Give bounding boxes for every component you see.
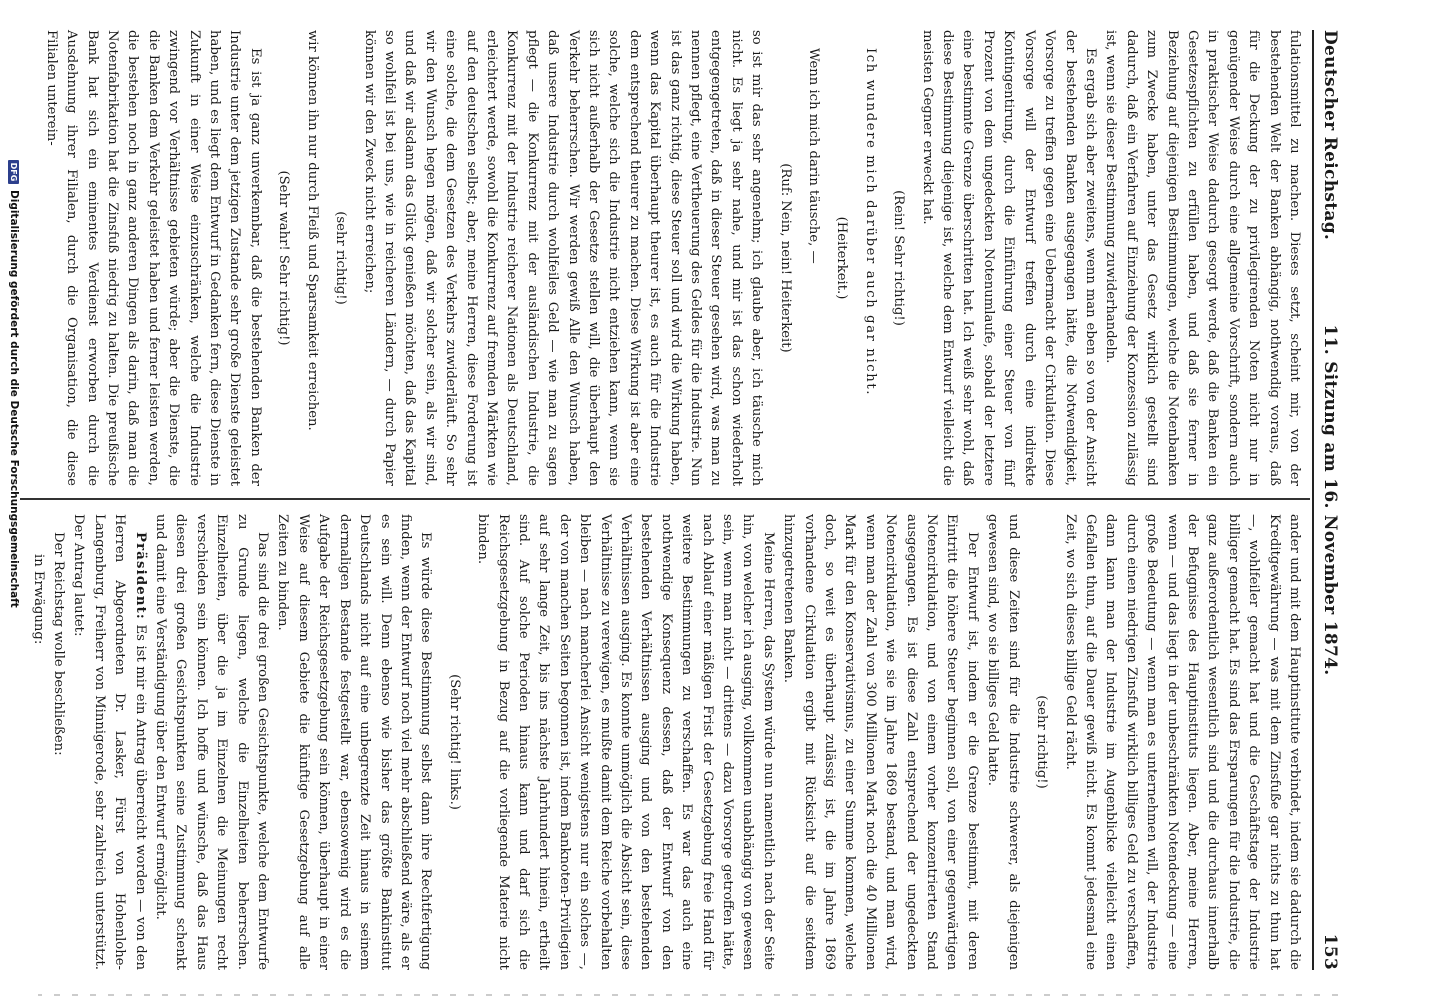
interjection: (Ruf: Nein, nein! Heiterkeit) <box>777 163 793 353</box>
header-rule <box>1312 30 1314 970</box>
paragraph: Ich wundere mich darüber auch gar nicht. <box>862 48 878 397</box>
credit-text: Digitalisierung gefördert durch die Deutsche Forschungsgemeinschaft <box>8 190 20 608</box>
column-divider <box>20 498 1310 500</box>
digitization-credit <box>6 160 20 940</box>
paragraph: Der Reichstag wolle beschließen: <box>51 532 67 756</box>
paragraph: wir können ihn nur durch Fleiß und Sparsamkeit erreichen. <box>304 30 320 431</box>
left-column <box>40 30 1304 486</box>
interjection: (sehr richtig!) <box>1034 695 1050 789</box>
paragraph: ander und mit dem Hauptinstitute verbindet, indem sie dadurch die Kreditgewährung — was mit dem Zinsfuße gar nichts zu thun hat —, wohlfeiler gemacht hat und die Geschäftstage der Industrie billiger gemacht hat. Es sind das Ersparungen für die Industrie, die ganz außerordentlich wesentlich sind und die durchaus innerhalb der Befugnisse des Hauptinstituts liegen. Aber, meine Herren, wenn — und das liegt in der unbeschränkten Notendeckung — eine große Bedeutung — wenn man es unternehmen will, der Industrie durch einen niedrigen Zinsfuß wirklich billiges Geld zu verschaffen, dann kann man der Industrie im Augenblicke vielleicht einen Gefallen thun, auf die Dauer gewiß nicht. Es kommt jedesmal eine Zeit, wo sich dieses billige Geld rächt. <box>1062 514 1302 970</box>
scan-edge-noise <box>38 994 1338 996</box>
paragraph: Das sind die drei großen Gesichtspunkte, welche dem Entwurfe zu Grunde liegen, welche die Einzelheiten beherrschen. Einzelheiten, über die ja im Einzelnen die Meinungen recht verschieden sein können. Ich hoffe und wünsche, daß das Haus diesen drei großen Gesichtspunkten seine Zustimmung schenkt und damit eine Verständigung über den Entwurf ermöglicht. <box>153 514 271 970</box>
speaker-text: Es ist mir ein Antrag überreicht worden — von den Herren Abgeordneten Dr. Lasker, Fürst von Hohenlohe-Langenburg, Freiherr von Minnigerode, sehr zahlreich unterstützt. Der Antrag lautet: <box>71 514 148 970</box>
paragraph: Es würde diese Bestimmung selbst dann ihre Rechtfertigung finden, wenn der Entwurf noch viel mehr abschließend wäre, als er es sein will. Denn ebenso wie bisher das größte Bankinstitut Deutschlands nicht auf eine unbegrenzte Zeit hinaus in seinem dermaligen Bestande festgestellt war, ebensowenig wird es die Aufgabe der Reichsgesetzgebung sein können, überhaupt in einer Weise auf diesem Gebiete die künftige Gesetzgebung auf alle Zeiten zu binden. <box>275 514 434 970</box>
interjection: (Sehr richtig! links.) <box>446 674 462 810</box>
page-header <box>1318 30 1340 970</box>
header-session: 11. Sitzung am 16. November 1874. <box>1320 324 1340 676</box>
paragraph: Wenn ich mich darin täusche, — <box>806 48 822 264</box>
paragraph: Es ist ja ganz unverkennbar, daß die bestehenden Banken der Industrie unter dem jetzigen Zustande sehr große Dienste geleistet haben, und es liegt dem Entwurf in Gedanken fern, diese Dienste in Zukunft in einer Weise einzuschränken, welche die Industrie zwingend vor Verhältnisse gebieten würde; aber die Dienste, die die Banken dem Verkehr geleistet haben und ferner leisten werden, die bestehen noch in ganz anderen Dingen als darin, daß man die Notenfabrikation hat die Zinsfuß niedrig zu halten. Die preußische Bank hat sich ein eminentes Verdienst erworben durch die Ausdehnung ihrer Filialen, durch die Organisation, die diese Filialen unterein- <box>43 30 263 486</box>
right-column <box>27 514 1304 970</box>
speaker-label: Präsident: <box>132 532 148 621</box>
paragraph: Der Entwurf ist, indem er die Grenze bestimmt, mit deren Eintritt die höhere Steuer beginnen soll, von einer gegenwärtigen Notencirkulation, und von einem vorher konzentrierten Stand ausgegangen. Es ist diese Zahl entsprechend der ungedeckten Notencirkulation, wie sie im Jahre 1869 bestand, und man wird, wenn man der Zahl von 300 Millionen Mark noch die 40 Millionen Mark für den Konservativismus, zu einer Summe kommen, welche doch, so weit es überhaupt zulässig ist, die im Jahre 1869 vorhandene Cirkulation ergibt mit Rücksicht auf die seitdem hinzugetretenen Banken. <box>781 514 980 970</box>
paragraph: so ist mir das sehr angenehm; ich glaube aber, ich täusche mich nicht. Es liegt ja sehr nahe, und mir ist das schon wiederholt entgegengetreten, daß in dieser Steuer gesehen wird, was man zu nennen pflegt, eine Vertheuerung des Geldes für die Industrie. Nun ist das ganz richtig, diese Steuer soll und wird die Wirkung haben, wenn das Kapital überhaupt theurer ist, es auch für die Industrie dem entsprechend theurer zu machen. Diese Wirkung ist aber eine solche, welche sich die Industrie nicht entziehen kann, wenn sie sich nicht außerhalb der Gesetze stellen will, die überhaupt den Verkehr beherrschen. Wir werden gewiß Alle den Wunsch haben, daß unsere Industrie durch wohlfeiles Geld — wie man zu sagen pflegt — die Konkurrenz mit der ausländischen Industrie, die Konkurrenz mit der Industrie reicherer Nationen als Deutschland, erleichtert werde, sowohl die Konkurrenz auf fremden Märkten wie auf den deutschen selbst; aber, meine Herren, diese Forderung ist eine solche, die dem Gesetzen des Verkehrs zuwiderläuft. So sehr wir den Wunsch hegen mögen, daß wir solcher sein, als wir sind, und daß wir alsdann das Glück genießen möchten, daß das Kapital so wohlfeil ist bei uns, wie in reicheren Ländern, — durch Papier können wir den Zweck nicht erreichen; <box>361 30 765 486</box>
paragraph: und diese Zeiten sind für die Industrie schwerer, als diejenigen gewesen sind, wo sie billiges Geld hatte. <box>985 514 1021 970</box>
paragraph: Es ergab sich aber zweitens, wenn man eben so von der Ansicht der bestehenden Banken ausgegangen hätte, die Notwendigkeit, Vorsorge zu treffen gegen eine Uebermacht der Cirkulation. Diese Vorsorge will der Entwurf treffen durch eine indirekte Kontingentirung, durch die Einführung einer Steuer von fünf Prozent von dem ungedeckten Notenumlaufe, sobald der letztere eine bestimmte Grenze überschritten hat. Ich weiß sehr wohl, daß diese Bestimmung diejenige ist, welche dem Entwurf vielleicht die meisten Gegner erweckt hat. <box>919 30 1098 486</box>
paragraph: in Erwägung: <box>30 554 46 645</box>
interjection: (Rein! Sehr richtig!) <box>891 190 907 326</box>
dfg-logo: DFG <box>9 160 20 184</box>
paragraph: Meine Herren, das System würde nun namentlich nach der Seite hin, von welcher ich ausging, vollkommen unabhängig von gewesen sein, wenn man nicht — drittens — dazu Vorsorge getroffen hätte, nach Ablauf einer mäßigen Frist der Gesetzgebung freie Hand für weitere Bestimmungen zu verschaffen. Es war das auch eine nothwendige Konsequenz dessen, daß der Entwurf von den bestehenden Verhältnissen ausging und von den bestehenden Verhältnissen ausging. Es konnte unmöglich die Absicht sein, diese Verhältnisse zu verewigen, es mußte damit dem Reiche vorbehalten bleiben — nach mancherlei Ansicht wenigstens nur ein solches —, der von manchen Seiten begonnen ist, indem Banknoten-Privilegien auf sehr lange Zeit, bis ins nächste Jahrhundert hinein, ertheilt sind. Auf solche Perioden hinaus kann und darf sich die Reichsgesetzgebung in Bezug auf die vorliegende Materie nicht binden. <box>475 514 776 970</box>
interjection: (sehr richtig!) <box>333 211 349 305</box>
interjection: (Sehr wahr! Sehr richtig!) <box>276 170 292 346</box>
interjection: (Heiterkeit.) <box>834 216 850 300</box>
paragraph: fulationsmittel zu machen. Dieses setzt, scheint mir, von der bestehenden Welt der Banken abhängig, nothwendig voraus, daß für die Deckung der zu privilegirenden Noten nicht nur in genügender Weise durch eine allgemeine Vorschrift, sondern auch in praktischer Weise dadurch gesorgt werde, daß die Banken ein Gesetzespflichten zu erfüllen haben, und daß sie ferner in Beziehung auf diejenigen Bestimmungen, welche die Notenbanken zum Zwecke haben, unter das Gesetz wirklich gestellt sind dadurch, daß ein Verfahren auf Einziehung der Konzession zulässig ist, wenn sie dieser Bestimmung zuwiderhandeln. <box>1103 30 1302 486</box>
header-publication: Deutscher Reichstag. <box>1320 30 1340 241</box>
page-number: 153 <box>1320 933 1340 970</box>
paragraph <box>68 514 150 970</box>
